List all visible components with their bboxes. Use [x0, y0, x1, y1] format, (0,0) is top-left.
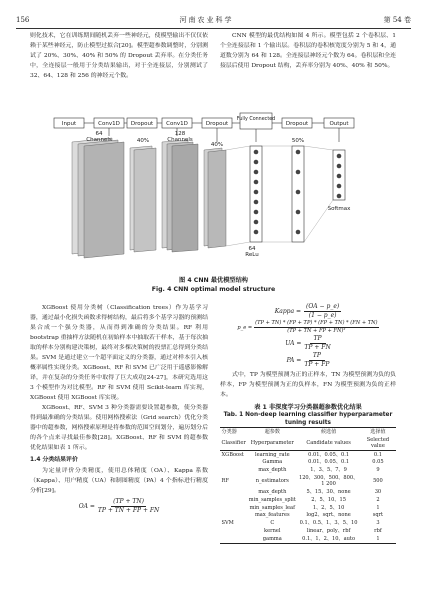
- table-cell: [220, 527, 247, 535]
- table-row: [220, 527, 396, 535]
- section-heading: 1.4 分类结果评价: [30, 457, 78, 463]
- table-header-row: [220, 436, 396, 451]
- paragraph: 式中，TP 为模型预测为正的正样本，TN 为模型预测为负的负样本，FP 为模型预测为正的负样本，FN 为模型预测为负的正样本。: [220, 372, 396, 398]
- formula-den: (TP + TN + FP + FN)²: [287, 328, 346, 334]
- formula-ua: [220, 335, 396, 352]
- table-cell: RF: [221, 478, 229, 485]
- table-cell: gamma: [247, 535, 297, 543]
- formula-lhs: PA =: [286, 356, 302, 364]
- box-dropout1: [127, 118, 157, 128]
- formula-lhs: UA =: [285, 339, 302, 347]
- box-dropout2-label: Dropout: [205, 121, 229, 127]
- table-title-en: Tab. 1 Non-deep learning classifier hyperparameter tuning results: [223, 412, 393, 426]
- table-cell: 0.1: [373, 451, 382, 458]
- formula-den: TP + FP: [304, 361, 330, 368]
- table-cell: 1、2、5、10: [312, 504, 345, 511]
- left-column-bottom: [30, 303, 208, 515]
- dropout1-rate: 40%: [136, 138, 150, 144]
- box-conv2: [162, 118, 192, 128]
- table-cell: 120、300、500、800、1 200: [298, 474, 359, 488]
- paragraph: CNN 模型的最优结构如图 4 所示。模型包括 2 个卷积层、1 个全连接层和 1 个输出层。卷积层的卷积核宽度分别为 5 和 4，通道数分别为 64 和 128。全连接层神经元个数为 64。卷积层和全连接层后使用 Dropout 结构，丢弃率分别为 40%、40% 和 50%。: [220, 33, 396, 69]
- table-cell: max_depth: [258, 488, 287, 495]
- table-header-cell: 选择值: [360, 428, 396, 436]
- table-cell: n_estimators: [255, 478, 289, 485]
- table-cell: 5、15、30、none: [306, 488, 351, 495]
- table-cell: 1: [360, 535, 396, 543]
- table-row: [220, 512, 396, 520]
- dropout2-stack: [204, 148, 226, 248]
- box-conv2-label: Conv1D: [166, 121, 188, 127]
- table-cell: min_samples_split: [248, 496, 296, 503]
- table-header-cell: Hyperparameter: [247, 436, 297, 451]
- table-cell: 0.05: [372, 459, 384, 466]
- formula-lhs: Kappa =: [274, 307, 302, 315]
- conv2-stack: [162, 140, 198, 252]
- formula-oa: [30, 498, 208, 515]
- box-dropout3-label: Dropout: [285, 121, 309, 127]
- table-cell: 500: [373, 478, 383, 485]
- box-output-label: Output: [329, 121, 349, 127]
- box-output: [324, 118, 354, 128]
- formula-num: (TP + TN) * (FP + TP) * (FP + TN) * (FN + TN): [255, 320, 378, 326]
- conv2-channels-count: 128: [174, 131, 186, 137]
- table-cell: XGBoost: [221, 451, 244, 458]
- table-cell: 30: [374, 488, 382, 495]
- right-column-top: [220, 31, 396, 71]
- connection-lines: [226, 146, 333, 246]
- table-cell: linear、poly、rbf: [306, 527, 351, 534]
- output-column: [333, 150, 345, 200]
- table-cell: 1: [376, 504, 380, 511]
- table-cell: 0.01、0.05、0.1: [308, 459, 350, 466]
- table-header-row: [220, 428, 396, 436]
- table-cell: 3: [376, 520, 380, 527]
- paragraph: 为定量评价分类精度，使用总体精度（OA）、Kappa 系数（Kappa）、用户精度（UA）和制图精度（PA）4 个指标进行精度分析[29]。: [30, 468, 208, 494]
- table-cell: 9: [376, 467, 380, 474]
- formula-lhs: OA =: [78, 502, 95, 510]
- table-title-cn: 表 1 非深度学习分类器超参数优化结果: [254, 404, 362, 411]
- dropout3-rate: 50%: [291, 138, 305, 144]
- fc-units: 64: [248, 246, 256, 252]
- table-cell: 0.1、0.5、1、3、5、10: [299, 520, 358, 527]
- journal-name: 河南农业科学: [179, 16, 234, 24]
- box-fc-label: Fully Connected: [236, 117, 276, 122]
- formula-pe: [220, 320, 396, 335]
- paragraph: XGBoost 使用分类树（Classification trees）作为基学习器，通过最小化损失函数求得树结构，最后将多个基学习器的预测结果合成一个强分类器，从而得到准确的分类结果。RF 利用 bootstrap 重抽样方法随机在初始样本中抽取若干样本，基于每次抽取的样本分别构建决策树，最终对多棵决策树的投票汇总得到分类结果。SVM 是通过建立一个超平面定义的分类器，通过对样本引入核概率属性实现分类。XGBoost、RF 和 SVM 已广泛用于遥感影像解译，并在复杂的分类任务中取得了巨大成功[24-27]，本研究选用这 3 个模型作为对比模型。RF 和 SVM 使用 Scikit-learn 库实现，XGBoost 使用 XGBoost 库实现。: [30, 305, 208, 401]
- table-cell: [220, 488, 247, 496]
- fc-activation: ReLu: [245, 252, 259, 258]
- table-cell: [220, 504, 247, 512]
- formula-den: (1 − p_e): [308, 312, 337, 319]
- formula-num: TP: [309, 352, 325, 361]
- table-row: [220, 519, 396, 527]
- table-cell: 2、5、10、15: [311, 496, 346, 503]
- right-column-bottom: [220, 303, 396, 544]
- fc-column: [250, 146, 262, 242]
- table-cell: [220, 459, 247, 467]
- table-row: [220, 450, 396, 458]
- formula-num: TP: [310, 335, 326, 344]
- table-row: [220, 504, 396, 512]
- table-cell: learning_rate: [254, 451, 290, 458]
- table-cell: [220, 535, 247, 543]
- table-header-cell: Candidate values: [297, 436, 360, 451]
- formula-pa: [220, 352, 396, 369]
- table-cell: C: [270, 520, 275, 527]
- table-cell: max_depth: [258, 467, 287, 474]
- table-cell: [220, 512, 247, 520]
- table-header-cell: 超参数: [247, 428, 297, 436]
- table-cell: 1、3、5、7、9: [310, 467, 347, 474]
- left-column-top: [30, 31, 208, 81]
- table-cell: Gamma: [262, 459, 283, 466]
- box-dropout2: [202, 118, 232, 128]
- box-input-label: Input: [61, 121, 77, 127]
- table-cell: SVM: [221, 520, 234, 527]
- table-cell: log2、sqrt、none: [306, 512, 351, 519]
- conv2-channels-label: Channels: [167, 137, 193, 143]
- table-cell: 2: [376, 496, 380, 503]
- paragraph: 则化技术，它在训练期间随机丢弃一些神经元，使模型输出不仅仅依赖于某些神经元，防止模型过拟合[20]。模型超参数调整时，分别测试了 20%、30%、40% 和 50% 的 Dropout 丢弃率。在分类任务中，全连接层一般用于分类结果输出，对于全连接层，分别测试了 32、64、128 和 256 的神经元个数。: [30, 33, 208, 79]
- table-header-cell: Classifier: [220, 436, 247, 451]
- table-cell: kernel: [264, 527, 281, 534]
- conv1-stack: [72, 138, 124, 258]
- formula-num: (OA − p_e): [306, 303, 340, 310]
- volume-label: 第 54 卷: [383, 16, 411, 24]
- box-dropout3: [282, 118, 312, 128]
- table-row: [220, 496, 396, 504]
- dropout3-column: [292, 146, 304, 242]
- formula-den: TP + FN: [304, 344, 331, 351]
- formula-den: TP + TN + FP + FN: [97, 507, 160, 514]
- table-cell: sqrt: [372, 512, 384, 519]
- hyperparameter-table: [220, 427, 396, 544]
- table-cell: [220, 466, 247, 474]
- dropout2-rate: 40%: [210, 142, 224, 148]
- conv1-channels-label: Channels: [86, 137, 112, 143]
- table-row: [220, 474, 396, 488]
- table-cell: [220, 496, 247, 504]
- table-cell: 0.01、0.05、0.1: [308, 451, 350, 458]
- table-cell: min_samples_leaf: [249, 504, 295, 511]
- cnn-structure-figure: [52, 110, 376, 274]
- box-conv1: [94, 118, 124, 128]
- conv1-channels-count: 64: [95, 131, 103, 137]
- formula-num: (TP + TN): [113, 498, 144, 505]
- paragraph: XGBoost、RF、SVM 3 种分类器需要设置超参数，使分类器得到最准确的分类结果。使用网格搜索法（Grid search）优化分类器中的超参数，网格搜索原理是将参数的范围空间划分，遍历划分后的各个点来寻找最佳参数[28]。XGBoost、RF 和 SVM 的超参数优化结果如表 1 所示。: [30, 405, 208, 451]
- table-row: [220, 459, 396, 467]
- table-header-cell: 候选值: [297, 428, 360, 436]
- dropout1-stack: [130, 146, 156, 252]
- box-input: [54, 118, 84, 128]
- figure-caption-cn: 图 4 CNN 最优模型结构: [179, 277, 248, 284]
- table-row: [220, 466, 396, 474]
- table-row: [220, 488, 396, 496]
- page-header: [16, 14, 411, 29]
- page-number: 156: [16, 16, 30, 24]
- formula-kappa: [220, 303, 396, 320]
- output-activation: Softmax: [327, 206, 351, 212]
- table-header-cell: 分类器: [220, 428, 247, 436]
- box-conv1-label: Conv1D: [98, 121, 120, 127]
- table-cell: max_features: [254, 512, 290, 519]
- table-cell: rbf: [374, 527, 382, 534]
- table-row: [220, 535, 396, 543]
- figure-caption-en: Fig. 4 CNN optimal model structure: [151, 286, 276, 293]
- formula-lhs: p_e =: [237, 324, 253, 331]
- table-cell: 0.1、1、2、10、auto: [297, 535, 360, 543]
- table-header-cell: Selected value: [360, 436, 396, 451]
- box-dropout1-label: Dropout: [130, 121, 154, 127]
- box-fc: [237, 113, 275, 129]
